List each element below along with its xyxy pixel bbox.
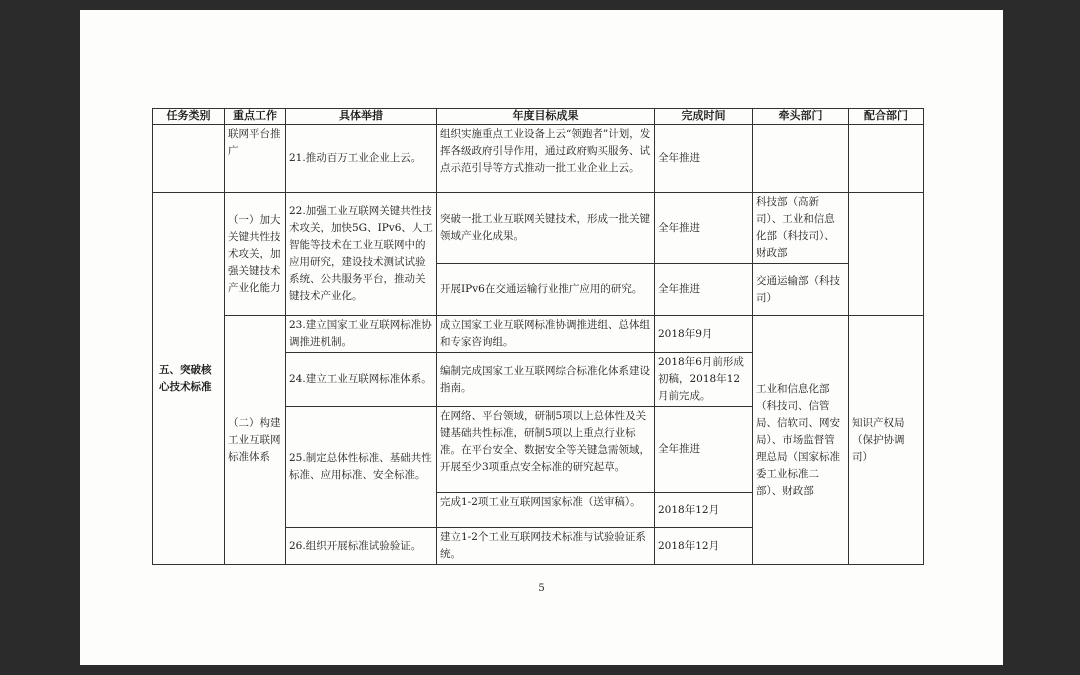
lead-cell-empty bbox=[753, 125, 849, 193]
lead-cell: 科技部（高新司）、工业和信息化部（科技司）、财政部 bbox=[753, 193, 849, 264]
header-lead: 牵头部门 bbox=[753, 109, 849, 125]
measure-cell: 21.推动百万工业企业上云。 bbox=[286, 125, 437, 193]
table-header-row bbox=[153, 109, 924, 125]
document-page bbox=[80, 10, 1003, 665]
time-cell: 全年推进 bbox=[655, 193, 753, 264]
target-cell: 建立1-2个工业互联网技术标准与试验验证系统。 bbox=[437, 528, 655, 565]
table-row bbox=[153, 316, 924, 353]
header-category: 任务类别 bbox=[153, 109, 225, 125]
time-cell: 2018年6月前形成初稿，2018年12月前完成。 bbox=[655, 353, 753, 407]
coop-cell: 知识产权局（保护协调司） bbox=[849, 316, 924, 565]
target-cell: 完成1-2项工业互联网国家标准（送审稿）。 bbox=[437, 493, 655, 528]
time-cell: 全年推进 bbox=[655, 264, 753, 316]
coop-cell-empty bbox=[849, 125, 924, 193]
lead-cell: 工业和信息化部（科技司、信管局、信软司、网安局）、市场监督管理总局（国家标准委工业标准二部）、财政部 bbox=[753, 316, 849, 565]
target-cell: 突破一批工业互联网关键技术，形成一批关键领域产业化成果。 bbox=[437, 193, 655, 264]
measure-cell: 23.建立国家工业互联网标准协调推进机制。 bbox=[286, 316, 437, 353]
measure-cell: 25.制定总体性标准、基础共性标准、应用标准、安全标准。 bbox=[286, 407, 437, 528]
target-cell: 编制完成国家工业互联网综合标准化体系建设指南。 bbox=[437, 353, 655, 407]
page-number: 5 bbox=[538, 583, 545, 594]
category-cell-empty bbox=[153, 125, 225, 193]
time-cell: 2018年9月 bbox=[655, 316, 753, 353]
time-cell: 全年推进 bbox=[655, 407, 753, 493]
target-cell: 开展IPv6在交通运输行业推广应用的研究。 bbox=[437, 264, 655, 316]
header-time: 完成时间 bbox=[655, 109, 753, 125]
lead-cell: 交通运输部（科技司） bbox=[753, 264, 849, 316]
measure-cell: 22.加强工业互联网关键共性技术攻关，加快5G、IPv6、人工智能等技术在工业互联网中的应用研究，建设技术测试试验系统、公共服务平台，推动关键技术产业化。 bbox=[286, 193, 437, 316]
header-work: 重点工作 bbox=[225, 109, 286, 125]
target-cell: 在网络、平台领域，研制5项以上总体性及关键基础共性标准，研制5项以上重点行业标准。在平台安全、数据安全等关键急需领域，开展至少3项重点安全标准的研究起草。 bbox=[437, 407, 655, 493]
task-table bbox=[152, 108, 924, 565]
category-cell: 五、突破核心技术标准 bbox=[153, 193, 225, 565]
measure-cell: 26.组织开展标准试验验证。 bbox=[286, 528, 437, 565]
work-cell: （一）加大关键共性技术攻关，加强关键技术产业化能力 bbox=[225, 193, 286, 316]
time-cell: 2018年12月 bbox=[655, 493, 753, 528]
header-target: 年度目标成果 bbox=[437, 109, 655, 125]
work-cell: 联网平台推广 bbox=[225, 125, 286, 193]
time-cell: 全年推进 bbox=[655, 125, 753, 193]
work-cell: （二）构建工业互联网标准体系 bbox=[225, 316, 286, 565]
table-row bbox=[153, 193, 924, 264]
target-cell: 组织实施重点工业设备上云“领跑者”计划，发挥各级政府引导作用，通过政府购买服务、试点示范引导等方式推动一批工业企业上云。 bbox=[437, 125, 655, 193]
time-cell: 2018年12月 bbox=[655, 528, 753, 565]
measure-cell: 24.建立工业互联网标准体系。 bbox=[286, 353, 437, 407]
coop-cell-empty bbox=[849, 193, 924, 316]
header-coop: 配合部门 bbox=[849, 109, 924, 125]
header-measure: 具体举措 bbox=[286, 109, 437, 125]
table-row bbox=[153, 125, 924, 193]
target-cell: 成立国家工业互联网标准协调推进组、总体组和专家咨询组。 bbox=[437, 316, 655, 353]
